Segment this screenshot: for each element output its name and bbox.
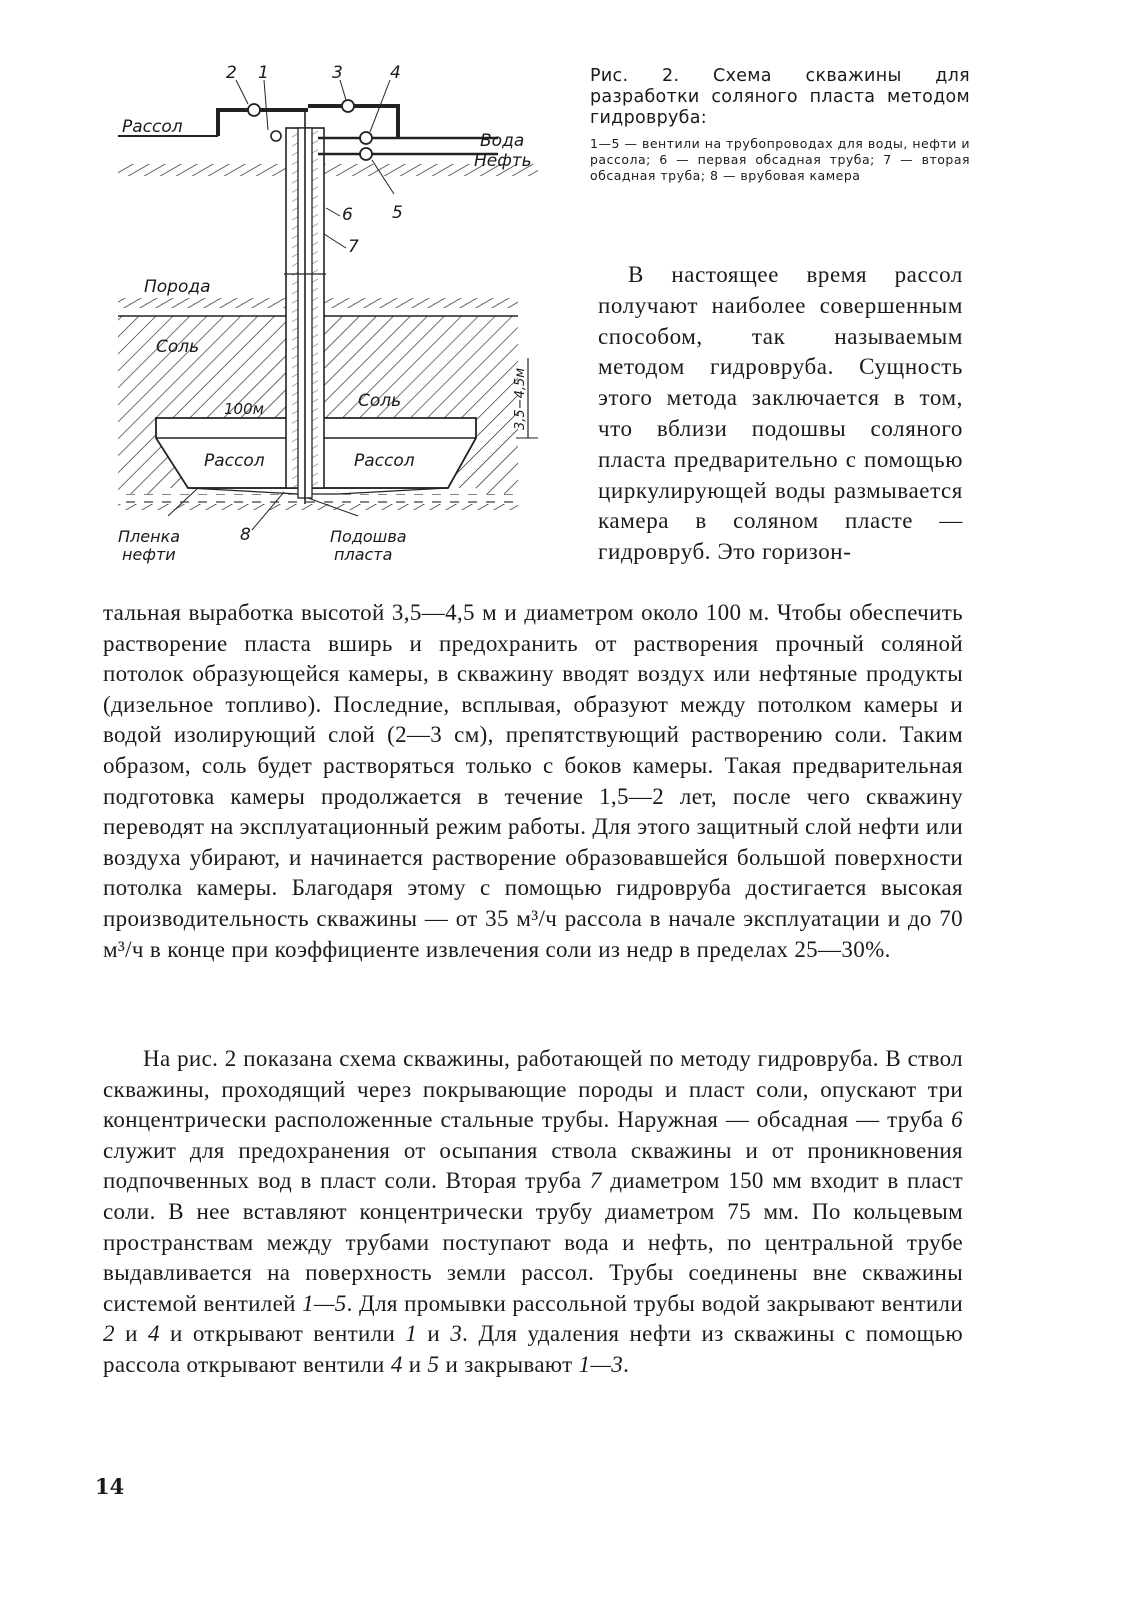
page-number: 14 — [95, 1474, 125, 1499]
caption-title: Рис. 2. Схема скважины для разработки соляного пласта методом гидровруба: — [590, 66, 970, 128]
label-bed-base-1: Подошва — [330, 527, 407, 546]
paragraph-1-continued: тальная выработка высотой 3,5—4,5 м и диаметром около 100 м. Чтобы обеспечить растворение пласта вширь и предохранить от растворения прочный соляной потолок образующейся камеры, в скважину вводят воздух или нефтяные продукты (дизельное топливо). Последние, всплывая, образуют между потолком камеры и водой изолирующий слой (2—3 см), препятствующий растворению соли. Таким образом, соль будет растворяться только с боков камеры. Такая предварительная подготовка камеры продолжается в течение 1,5—2 лет, после чего скважину переводят на эксплуатационный режим работы. Для этого защитный слой нефти или воздуха убирают, и начинается растворение образовавшейся большой поверхности потолка камеры. Благодаря этому с помощью гидровруба достигается высокая производительность скважины — от 35 м³/ч рассола в начале эксплуатации и до 70 м³/ч в конце при коэффициенте извлечения соли из недр в пределах 25—30%. — [103, 600, 964, 962]
label-brine-right: Рассол — [354, 451, 415, 471]
label-salt-right: Соль — [358, 391, 402, 411]
valve-2 — [248, 104, 260, 116]
label-salt-left: Соль — [156, 337, 200, 357]
valve-4 — [360, 132, 372, 144]
label-brine-pipe: Рассол — [122, 117, 183, 137]
caption-legend: 1—5 — вентили на трубопроводах для воды, нефти и рассола; 6 — первая обсадная труба; 7 — вторая обсадная труба; 8 — врубовая камера — [590, 136, 970, 183]
callout-2: 2 — [226, 63, 237, 83]
label-water: Вода — [480, 131, 525, 151]
label-oil-film-1: Пленка — [118, 527, 181, 546]
label-oil: Нефть — [474, 151, 532, 171]
callout-3: 3 — [332, 63, 343, 83]
callout-4: 4 — [390, 63, 401, 83]
well-scheme-figure — [108, 58, 568, 578]
callout-8: 8 — [240, 525, 251, 545]
callout-6: 6 — [342, 205, 353, 225]
paragraph-1-wrapped: В настоящее время рассол получают наиболее совершенным способом, так называемым методом гидровруба. Сущность этого метода заключается в том, что вблизи подошвы соляного пласта предварительно с помощью циркулирующей воды размывается камера в соляном пласте — гидровруб. Это горизон- — [598, 262, 963, 565]
label-bed-base-2: пласта — [334, 545, 393, 564]
figure-caption — [590, 66, 970, 184]
label-brine-left: Рассол — [204, 451, 265, 471]
callout-7: 7 — [348, 237, 359, 257]
valve-3 — [342, 100, 354, 112]
callout-5: 5 — [392, 203, 403, 223]
label-oil-film-2: нефти — [122, 545, 176, 564]
label-rock: Порода — [144, 277, 211, 297]
valve-1 — [271, 131, 281, 141]
label-diameter: 100м — [224, 400, 264, 418]
valve-5 — [360, 148, 372, 160]
label-height: 3,5−4,5м — [513, 367, 528, 430]
paragraph-2: На рис. 2 показана схема скважины, работающей по методу гидровруба. В ствол скважины, проходящий через покрывающие породы и пласт соли, опускают три концентрически расположенные стальные трубы. Наружная — обсадная — труба 6 служит для предохранения от осыпания ствола скважины и от проникновения подпочвенных вод в пласт соли. Вторая труба 7 диаметром 150 мм входит в пласт соли. В нее вставляют концентрически трубу диаметром 75 мм. По кольцевым пространствам между трубами поступают вода и нефть, по центральной трубе выдавливается на поверхность земли рассол. Трубы соединены вне скважины системой вентилей 1—5. Для промывки рассольной трубы водой закрывают вентили 2 и 4 и открывают вентили 1 и 3. Для удаления нефти из скважины с помощью рассола открывают вентили 4 и 5 и закрывают 1—3. — [103, 1046, 964, 1377]
callout-1: 1 — [258, 63, 269, 83]
